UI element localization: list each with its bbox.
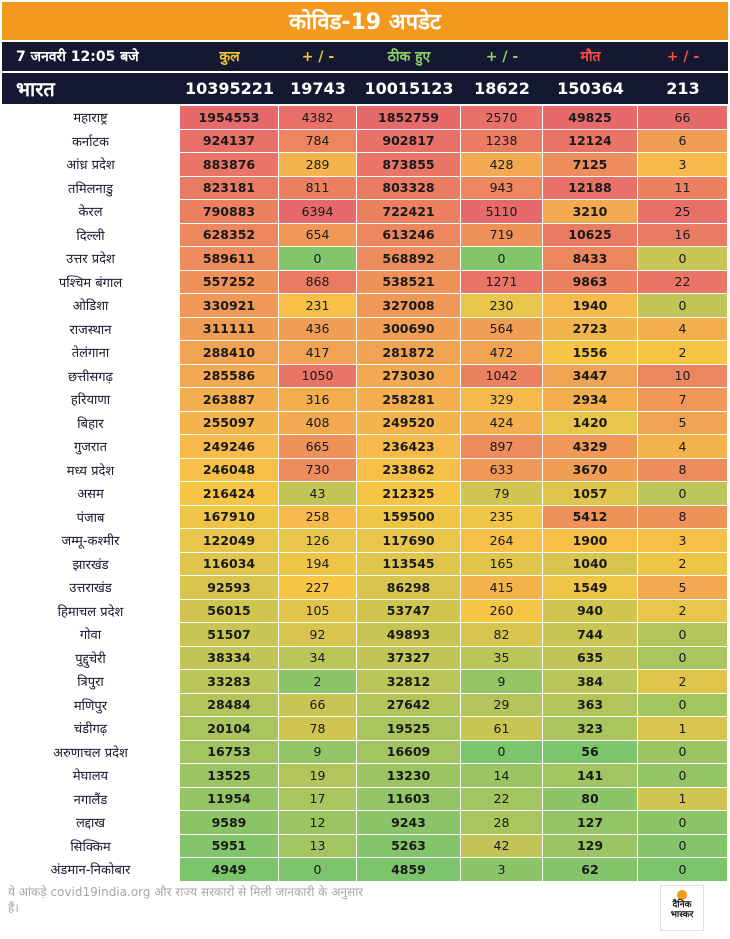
cell-recovered-change: 943 [461, 177, 543, 200]
cell-deaths: 7125 [543, 153, 638, 176]
cell-recovered-change: 28 [461, 811, 543, 834]
cell-cases: 167910 [180, 506, 279, 529]
cell-recovered-change: 633 [461, 459, 543, 482]
cell-cases: 628352 [180, 224, 279, 247]
table-row [2, 130, 728, 154]
cell-recovered: 27642 [357, 694, 461, 717]
total-recovered-change: 18622 [474, 79, 530, 98]
cell-recovered: 873855 [357, 153, 461, 176]
cell-recovered: 273030 [357, 365, 461, 388]
cell-state-name: छत्तीसगढ़ [2, 365, 180, 388]
cell-recovered-change: 29 [461, 694, 543, 717]
cell-cases-change: 1050 [279, 365, 357, 388]
cell-cases-change: 13 [279, 835, 357, 858]
total-row [2, 73, 728, 104]
cell-cases: 255097 [180, 412, 279, 435]
cell-recovered-change: 165 [461, 553, 543, 576]
cell-state-name: दिल्ली [2, 224, 180, 247]
cell-deaths-change: 11 [638, 177, 728, 200]
cell-deaths: 1549 [543, 576, 638, 599]
cell-state-name: अरुणाचल प्रदेश [2, 741, 180, 764]
table-row [2, 623, 728, 647]
cell-cases-change: 868 [279, 271, 357, 294]
cell-deaths-change: 1 [638, 717, 728, 740]
cell-cases: 13525 [180, 764, 279, 787]
cell-recovered: 19525 [357, 717, 461, 740]
cell-deaths-change: 25 [638, 200, 728, 223]
cell-recovered-change: 35 [461, 647, 543, 670]
header-deaths: मौत [580, 49, 601, 65]
cell-deaths: 12124 [543, 130, 638, 153]
table-row [2, 576, 728, 600]
cell-cases: 330921 [180, 294, 279, 317]
cell-recovered: 86298 [357, 576, 461, 599]
cell-recovered-change: 0 [461, 247, 543, 270]
cell-state-name: नगालैंड [2, 788, 180, 811]
cell-recovered-change: 428 [461, 153, 543, 176]
cell-cases: 1954553 [180, 106, 279, 129]
table-row [2, 153, 728, 177]
cell-cases-change: 811 [279, 177, 357, 200]
cell-state-name: उत्तर प्रदेश [2, 247, 180, 270]
cell-deaths: 2723 [543, 318, 638, 341]
table-row [2, 694, 728, 718]
cell-cases: 20104 [180, 717, 279, 740]
cell-deaths: 56 [543, 741, 638, 764]
cell-state-name: असम [2, 482, 180, 505]
cell-recovered-change: 1238 [461, 130, 543, 153]
cell-cases: 116034 [180, 553, 279, 576]
cell-deaths-change: 3 [638, 529, 728, 552]
cell-deaths: 3210 [543, 200, 638, 223]
cell-deaths-change: 4 [638, 318, 728, 341]
cell-cases: 4949 [180, 858, 279, 881]
cell-recovered: 113545 [357, 553, 461, 576]
cell-deaths-change: 0 [638, 647, 728, 670]
cell-recovered: 722421 [357, 200, 461, 223]
cell-cases: 11954 [180, 788, 279, 811]
cell-cases-change: 436 [279, 318, 357, 341]
cell-deaths: 384 [543, 670, 638, 693]
cell-state-name: चंडीगढ़ [2, 717, 180, 740]
cell-deaths: 1040 [543, 553, 638, 576]
cell-cases-change: 289 [279, 153, 357, 176]
cell-deaths: 1940 [543, 294, 638, 317]
cell-cases-change: 92 [279, 623, 357, 646]
cell-recovered-change: 472 [461, 341, 543, 364]
cell-cases-change: 34 [279, 647, 357, 670]
header-total-change: + / - [301, 48, 335, 65]
cell-cases-change: 408 [279, 412, 357, 435]
cell-recovered: 159500 [357, 506, 461, 529]
table-row [2, 247, 728, 271]
cell-deaths: 9863 [543, 271, 638, 294]
cell-cases-change: 784 [279, 130, 357, 153]
cell-recovered-change: 5110 [461, 200, 543, 223]
cell-cases: 51507 [180, 623, 279, 646]
cell-state-name: हिमाचल प्रदेश [2, 600, 180, 623]
cell-cases-change: 66 [279, 694, 357, 717]
cell-recovered-change: 260 [461, 600, 543, 623]
cell-cases-change: 0 [279, 247, 357, 270]
cell-deaths-change: 0 [638, 623, 728, 646]
cell-cases-change: 19 [279, 764, 357, 787]
cell-cases: 33283 [180, 670, 279, 693]
cell-recovered: 49893 [357, 623, 461, 646]
cell-recovered-change: 264 [461, 529, 543, 552]
table-row [2, 271, 728, 295]
header-recovered-change: + / - [485, 48, 519, 65]
cell-cases-change: 258 [279, 506, 357, 529]
table-row [2, 670, 728, 694]
table-row [2, 341, 728, 365]
cell-recovered: 902817 [357, 130, 461, 153]
cell-deaths: 744 [543, 623, 638, 646]
total-cases: 10395221 [184, 79, 275, 98]
table-row [2, 506, 728, 530]
cell-cases: 56015 [180, 600, 279, 623]
total-cases-change: 19743 [290, 79, 346, 98]
cell-state-name: तमिलनाडु [2, 177, 180, 200]
cell-recovered: 538521 [357, 271, 461, 294]
table-row [2, 600, 728, 624]
cell-deaths-change: 5 [638, 576, 728, 599]
table-row [2, 224, 728, 248]
cell-state-name: कर्नाटक [2, 130, 180, 153]
cell-deaths-change: 8 [638, 459, 728, 482]
cell-recovered: 13230 [357, 764, 461, 787]
cell-cases: 557252 [180, 271, 279, 294]
cell-deaths-change: 66 [638, 106, 728, 129]
cell-state-name: हरियाणा [2, 388, 180, 411]
cell-deaths: 3670 [543, 459, 638, 482]
cell-recovered: 11603 [357, 788, 461, 811]
total-deaths-change: 213 [666, 79, 700, 98]
cell-recovered: 32812 [357, 670, 461, 693]
cell-state-name: राजस्थान [2, 318, 180, 341]
cell-deaths: 141 [543, 764, 638, 787]
cell-deaths-change: 0 [638, 247, 728, 270]
cell-recovered: 5263 [357, 835, 461, 858]
cell-cases-change: 9 [279, 741, 357, 764]
cell-deaths: 2934 [543, 388, 638, 411]
cell-state-name: आंध्र प्रदेश [2, 153, 180, 176]
cell-cases: 246048 [180, 459, 279, 482]
cell-recovered-change: 79 [461, 482, 543, 505]
cell-cases: 263887 [180, 388, 279, 411]
table-row [2, 858, 728, 882]
cell-deaths: 5412 [543, 506, 638, 529]
cell-cases-change: 194 [279, 553, 357, 576]
table-row [2, 412, 728, 436]
cell-state-name: ओडिशा [2, 294, 180, 317]
cell-deaths-change: 0 [638, 835, 728, 858]
cell-cases: 38334 [180, 647, 279, 670]
cell-deaths-change: 0 [638, 811, 728, 834]
table-row [2, 553, 728, 577]
cell-recovered-change: 42 [461, 835, 543, 858]
table-row [2, 788, 728, 812]
cell-deaths-change: 2 [638, 670, 728, 693]
cell-cases-change: 105 [279, 600, 357, 623]
cell-deaths: 363 [543, 694, 638, 717]
cell-cases: 9589 [180, 811, 279, 834]
cell-recovered: 9243 [357, 811, 461, 834]
table-row [2, 459, 728, 483]
page-title: कोविड-19 अपडेट [2, 2, 728, 40]
cell-cases-change: 417 [279, 341, 357, 364]
cell-cases-change: 231 [279, 294, 357, 317]
table-row [2, 741, 728, 765]
logo-line2: भास्कर [670, 910, 694, 920]
cell-deaths: 8433 [543, 247, 638, 270]
cell-state-name: उत्तराखंड [2, 576, 180, 599]
cell-recovered-change: 61 [461, 717, 543, 740]
cell-recovered: 327008 [357, 294, 461, 317]
cell-recovered-change: 3 [461, 858, 543, 881]
table-row [2, 200, 728, 224]
cell-recovered-change: 22 [461, 788, 543, 811]
table-header [2, 42, 728, 71]
cell-cases: 5951 [180, 835, 279, 858]
cell-recovered: 300690 [357, 318, 461, 341]
cell-deaths-change: 22 [638, 271, 728, 294]
cell-state-name: बिहार [2, 412, 180, 435]
cell-state-name: मध्य प्रदेश [2, 459, 180, 482]
cell-cases-change: 2 [279, 670, 357, 693]
cell-deaths-change: 0 [638, 694, 728, 717]
cell-cases: 16753 [180, 741, 279, 764]
cell-recovered: 568892 [357, 247, 461, 270]
cell-recovered-change: 235 [461, 506, 543, 529]
cell-cases-change: 78 [279, 717, 357, 740]
cell-state-name: पुद्दुचेरी [2, 647, 180, 670]
cell-recovered: 37327 [357, 647, 461, 670]
cell-recovered: 803328 [357, 177, 461, 200]
table-row [2, 388, 728, 412]
cell-recovered: 236423 [357, 435, 461, 458]
cell-recovered-change: 1042 [461, 365, 543, 388]
cell-deaths: 49825 [543, 106, 638, 129]
cell-recovered: 1852759 [357, 106, 461, 129]
cell-cases-change: 4382 [279, 106, 357, 129]
cell-recovered: 613246 [357, 224, 461, 247]
cell-cases-change: 665 [279, 435, 357, 458]
cell-deaths: 12188 [543, 177, 638, 200]
header-total: कुल [219, 49, 240, 65]
cell-recovered-change: 424 [461, 412, 543, 435]
cell-deaths-change: 0 [638, 764, 728, 787]
table-row [2, 835, 728, 859]
cell-deaths-change: 4 [638, 435, 728, 458]
cell-cases: 790883 [180, 200, 279, 223]
cell-deaths: 1556 [543, 341, 638, 364]
cell-deaths-change: 0 [638, 294, 728, 317]
cell-deaths-change: 8 [638, 506, 728, 529]
cell-deaths: 129 [543, 835, 638, 858]
table-row [2, 482, 728, 506]
cell-deaths: 3447 [543, 365, 638, 388]
brand-logo [660, 885, 704, 931]
cell-recovered: 281872 [357, 341, 461, 364]
cell-deaths-change: 2 [638, 341, 728, 364]
cell-state-name: जम्मू-कश्मीर [2, 529, 180, 552]
cell-deaths: 80 [543, 788, 638, 811]
cell-state-name: त्रिपुरा [2, 670, 180, 693]
cell-recovered: 212325 [357, 482, 461, 505]
cell-state-name: गोवा [2, 623, 180, 646]
cell-recovered-change: 2570 [461, 106, 543, 129]
table-row [2, 365, 728, 389]
cell-cases: 589611 [180, 247, 279, 270]
table-row [2, 764, 728, 788]
cell-cases-change: 17 [279, 788, 357, 811]
cell-state-name: महाराष्ट्र [2, 106, 180, 129]
cell-state-name: पश्चिम बंगाल [2, 271, 180, 294]
cell-deaths-change: 10 [638, 365, 728, 388]
cell-recovered-change: 719 [461, 224, 543, 247]
cell-state-name: सिक्किम [2, 835, 180, 858]
cell-state-name: तेलंगाना [2, 341, 180, 364]
header-recovered: ठीक हुए [387, 49, 431, 65]
cell-deaths: 940 [543, 600, 638, 623]
cell-state-name: अंडमान-निकोबार [2, 858, 180, 881]
table-row [2, 811, 728, 835]
table-row [2, 318, 728, 342]
cell-recovered-change: 0 [461, 741, 543, 764]
cell-recovered-change: 14 [461, 764, 543, 787]
cell-state-name: गुजरात [2, 435, 180, 458]
cell-cases: 823181 [180, 177, 279, 200]
total-deaths: 150364 [557, 79, 624, 98]
sun-icon [677, 890, 687, 900]
header-deaths-change: + / - [666, 48, 700, 65]
cell-deaths: 127 [543, 811, 638, 834]
cell-cases-change: 316 [279, 388, 357, 411]
cell-cases: 249246 [180, 435, 279, 458]
cell-cases-change: 654 [279, 224, 357, 247]
cell-cases: 122049 [180, 529, 279, 552]
cell-deaths: 323 [543, 717, 638, 740]
cell-recovered-change: 1271 [461, 271, 543, 294]
total-name: भारत [16, 77, 55, 101]
cell-deaths: 1420 [543, 412, 638, 435]
cell-recovered-change: 230 [461, 294, 543, 317]
logo-line1: दैनिक [672, 900, 692, 910]
cell-deaths-change: 6 [638, 130, 728, 153]
cell-deaths: 1057 [543, 482, 638, 505]
cell-state-name: पंजाब [2, 506, 180, 529]
cell-state-name: झारखंड [2, 553, 180, 576]
cell-cases: 28484 [180, 694, 279, 717]
cell-recovered: 117690 [357, 529, 461, 552]
table-row [2, 106, 728, 130]
cell-deaths-change: 0 [638, 858, 728, 881]
cell-recovered: 4859 [357, 858, 461, 881]
cell-recovered-change: 329 [461, 388, 543, 411]
total-recovered: 10015123 [364, 79, 454, 98]
cell-cases-change: 730 [279, 459, 357, 482]
cell-recovered: 16609 [357, 741, 461, 764]
cell-deaths: 635 [543, 647, 638, 670]
cell-state-name: लद्दाख [2, 811, 180, 834]
cell-deaths: 62 [543, 858, 638, 881]
table-row [2, 647, 728, 671]
cell-cases-change: 0 [279, 858, 357, 881]
cell-cases: 924137 [180, 130, 279, 153]
cell-cases-change: 43 [279, 482, 357, 505]
state-table [2, 106, 728, 882]
table-row [2, 294, 728, 318]
table-row [2, 529, 728, 553]
cell-deaths: 10625 [543, 224, 638, 247]
cell-deaths-change: 2 [638, 553, 728, 576]
cell-state-name: मेघालय [2, 764, 180, 787]
cell-deaths-change: 2 [638, 600, 728, 623]
cell-cases-change: 12 [279, 811, 357, 834]
table-row [2, 177, 728, 201]
cell-recovered-change: 564 [461, 318, 543, 341]
cell-deaths-change: 16 [638, 224, 728, 247]
cell-recovered: 53747 [357, 600, 461, 623]
cell-cases: 288410 [180, 341, 279, 364]
cell-deaths-change: 7 [638, 388, 728, 411]
cell-deaths-change: 0 [638, 741, 728, 764]
cell-recovered-change: 82 [461, 623, 543, 646]
cell-deaths-change: 0 [638, 482, 728, 505]
cell-state-name: मणिपुर [2, 694, 180, 717]
cell-recovered: 233862 [357, 459, 461, 482]
cell-deaths-change: 1 [638, 788, 728, 811]
cell-cases-change: 6394 [279, 200, 357, 223]
cell-deaths-change: 5 [638, 412, 728, 435]
cell-cases: 216424 [180, 482, 279, 505]
cell-recovered: 258281 [357, 388, 461, 411]
cell-recovered-change: 897 [461, 435, 543, 458]
table-row [2, 435, 728, 459]
cell-recovered-change: 415 [461, 576, 543, 599]
cell-recovered-change: 9 [461, 670, 543, 693]
cell-cases: 92593 [180, 576, 279, 599]
table-row [2, 717, 728, 741]
cell-cases: 883876 [180, 153, 279, 176]
cell-cases: 285586 [180, 365, 279, 388]
cell-state-name: केरल [2, 200, 180, 223]
cell-recovered: 249520 [357, 412, 461, 435]
header-date: 7 जनवरी 12:05 बजे [16, 49, 139, 65]
cell-cases-change: 227 [279, 576, 357, 599]
cell-cases-change: 126 [279, 529, 357, 552]
cell-deaths: 1900 [543, 529, 638, 552]
cell-deaths-change: 3 [638, 153, 728, 176]
cell-deaths: 4329 [543, 435, 638, 458]
cell-cases: 311111 [180, 318, 279, 341]
footnote: ये आंकड़े covid19india.org और राज्य सरकारों से मिली जानकारी के अनुसार हैं। [8, 885, 364, 915]
